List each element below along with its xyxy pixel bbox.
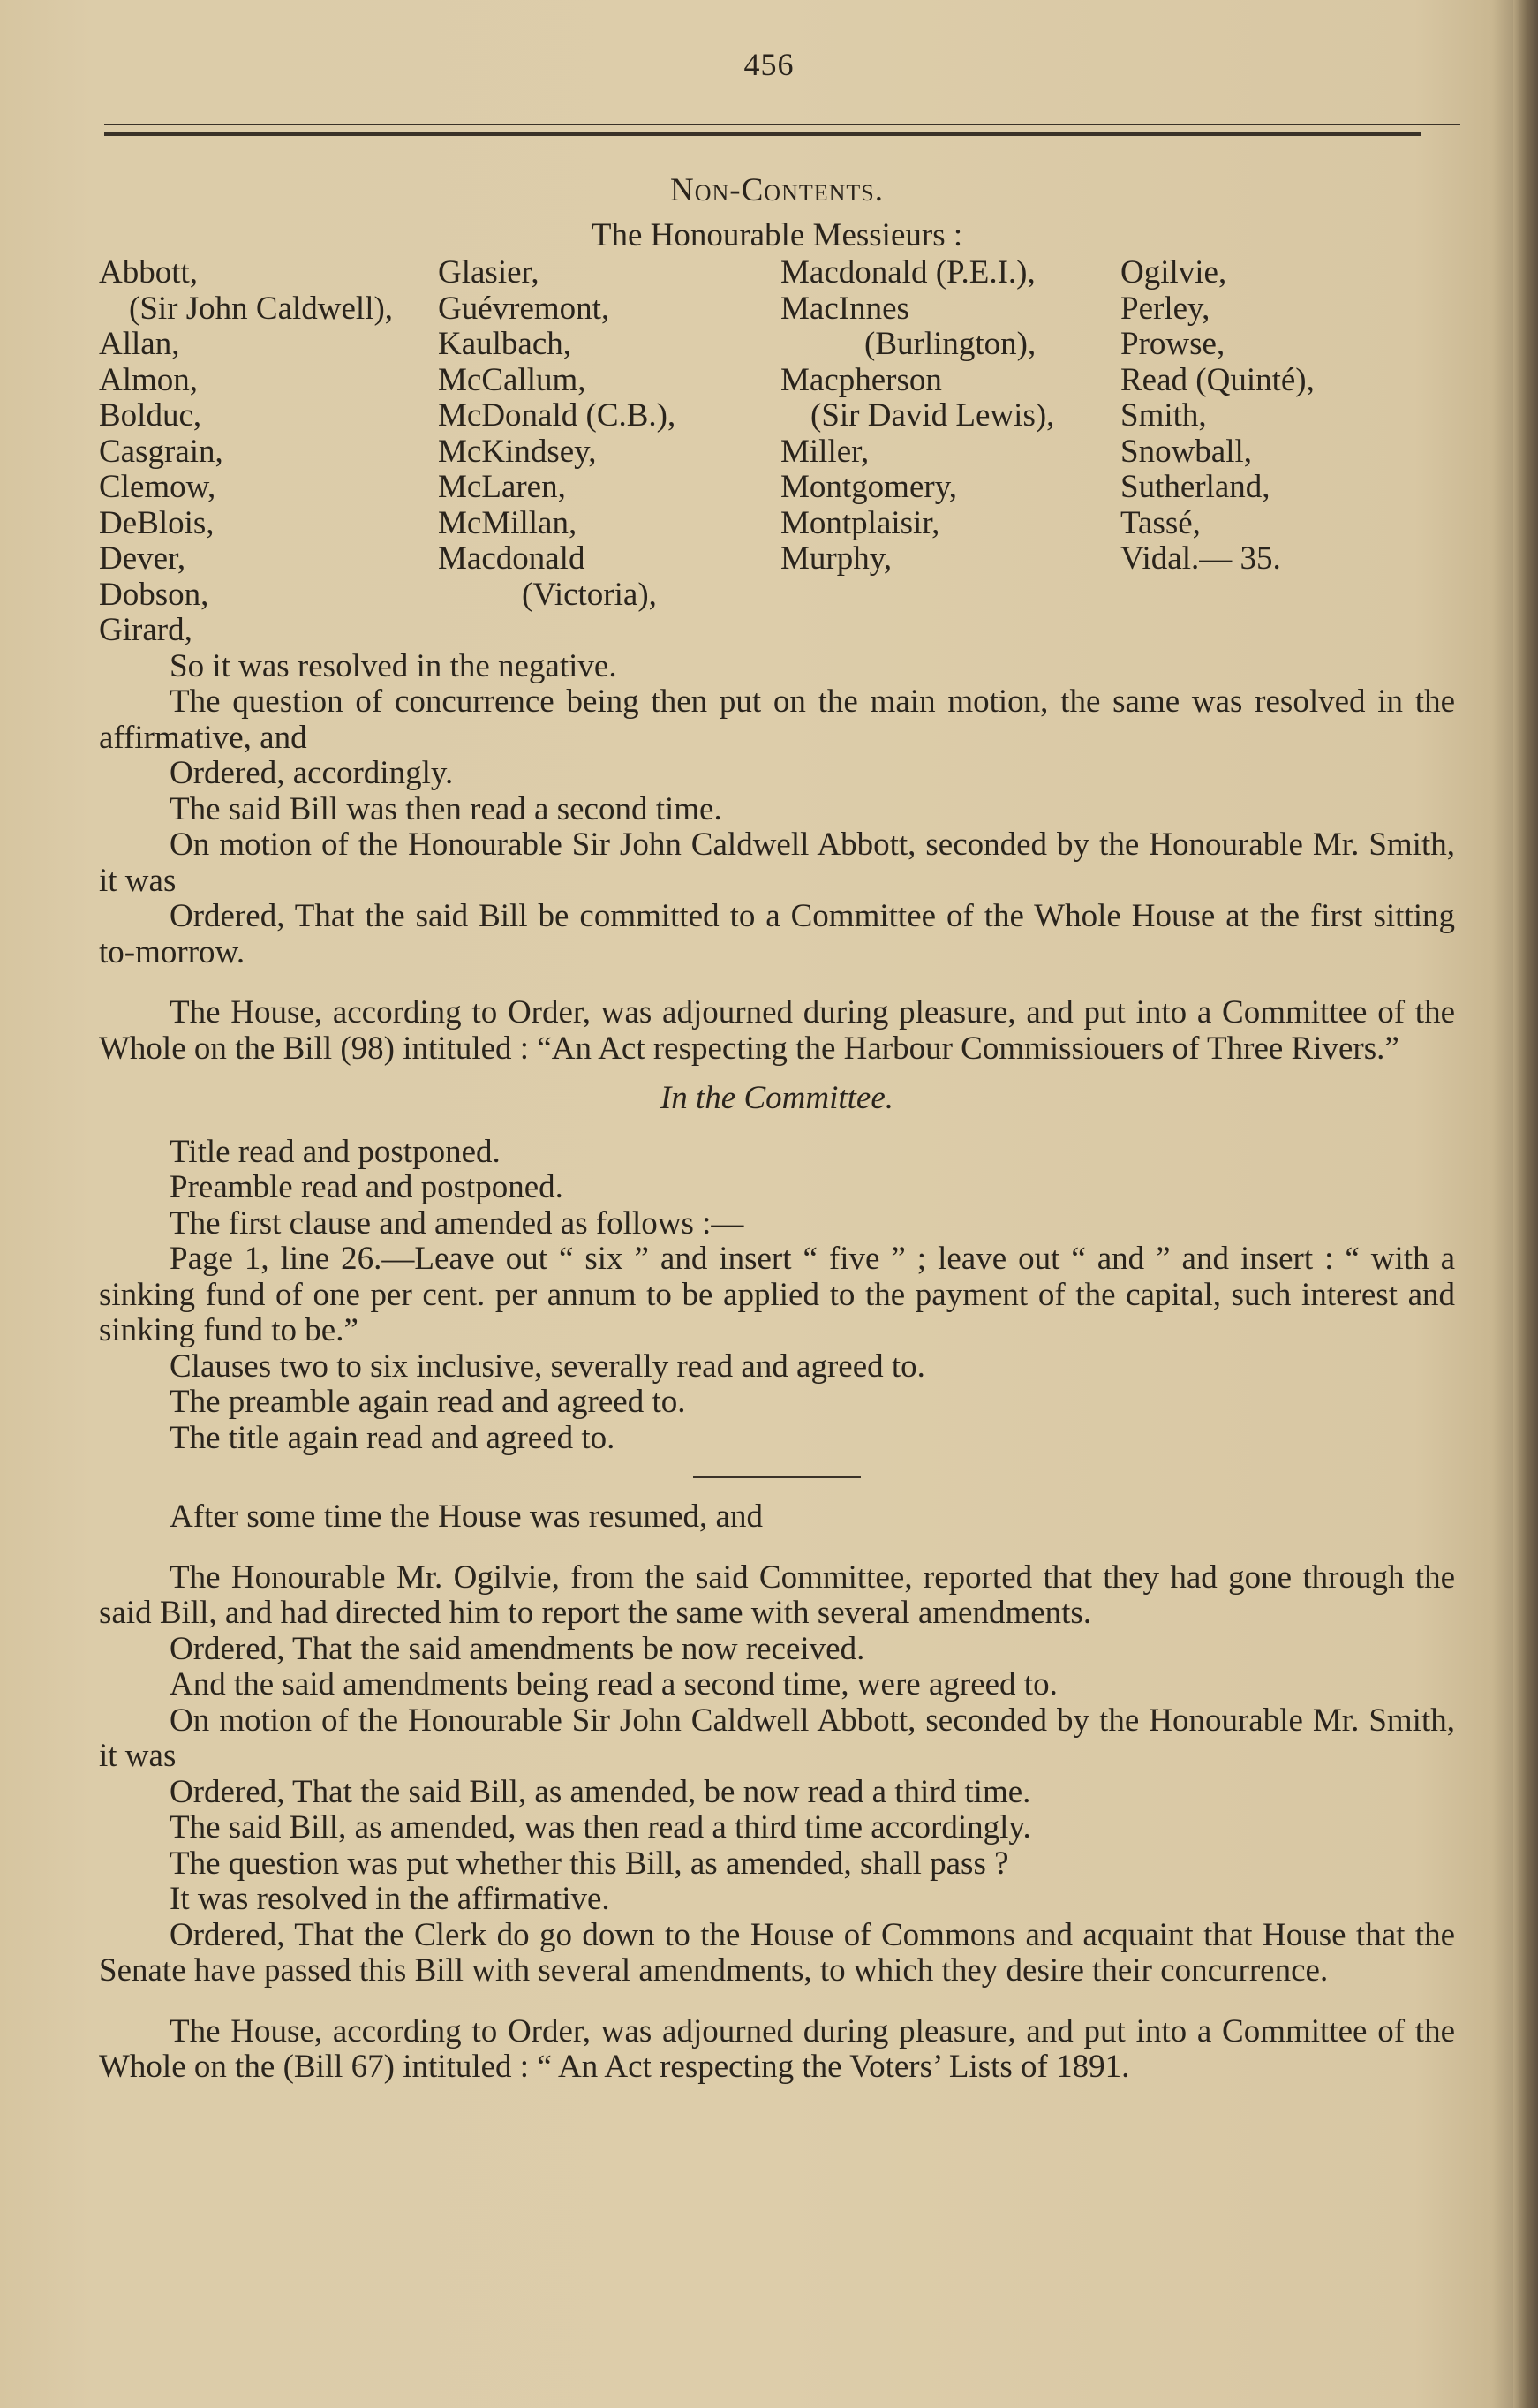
- name-entry: McLaren,: [438, 469, 566, 505]
- names-column-2: [438, 255, 780, 649]
- name-entry: Abbott,: [99, 254, 199, 291]
- names-column-4: [1120, 255, 1455, 649]
- committee-paragraph: Preamble read and postponed.: [170, 1169, 563, 1205]
- paragraph: Ordered, That the Clerk do go down to the House of Commons and acquaint that House that the Senate have passed this Bill with several amendments, to which they desire their concurrence.: [99, 1916, 1455, 1989]
- page-edge-shadow: [1513, 0, 1538, 2408]
- name-entry: Ogilvie,: [1120, 254, 1227, 291]
- paragraph: Ordered, That the said amendments be now received.: [170, 1630, 865, 1667]
- name-entry: (Burlington),: [864, 326, 1037, 362]
- committee-paragraph: The first clause and amended as follows :—: [170, 1204, 744, 1242]
- committee-heading: In the Committee.: [660, 1080, 894, 1116]
- committee-paragraph: Clauses two to six inclusive, severally read and agreed to.: [170, 1347, 925, 1385]
- paragraph: The said Bill was then read a second time.: [170, 790, 722, 827]
- name-entry: Prowse,: [1120, 326, 1225, 362]
- paragraph: The question was put whether this Bill, as amended, shall pass ?: [170, 1845, 1009, 1882]
- name-entry: Girard,: [99, 612, 192, 648]
- paragraph: It was resolved in the affirmative.: [170, 1881, 610, 1917]
- name-entry: Guévremont,: [438, 290, 610, 327]
- name-entry: Dever,: [99, 540, 186, 577]
- name-entry: (Victoria),: [522, 576, 657, 613]
- paragraph: Ordered, accordingly.: [170, 755, 454, 791]
- name-entry: Macdonald: [438, 540, 585, 577]
- paragraph: After some time the House was resumed, and: [170, 1498, 763, 1535]
- adjournment-paragraph: The House, according to Order, was adjourned during pleasure, and put into a Committee of the Whole on the Bill (98) intituled : “An Act respecting the Harbour Commissiouers of Three Rivers.”: [99, 994, 1455, 1067]
- paragraph: Ordered, That the said Bill be committed to a Committee of the Whole House at the first sitting to-morrow.: [99, 898, 1455, 970]
- paragraph: On motion of the Honourable Sir John Caldwell Abbott, seconded by the Honourable Mr. Smith, it was: [99, 1702, 1455, 1774]
- name-entry: Almon,: [99, 361, 199, 398]
- name-entry: Glasier,: [438, 254, 539, 291]
- paragraph: On motion of the Honourable Sir John Caldwell Abbott, seconded by the Honourable Mr. Smith, it was: [99, 827, 1455, 899]
- name-entry: Tassé,: [1120, 504, 1201, 541]
- paragraph: Ordered, That the said Bill, as amended, be now read a third time.: [170, 1773, 1031, 1810]
- paragraph: The said Bill, as amended, was then read a third time accordingly.: [170, 1809, 1031, 1846]
- name-entry: DeBlois,: [99, 504, 215, 541]
- committee-paragraph: The title again read and agreed to.: [170, 1419, 615, 1456]
- header-rule-thin: [104, 124, 1460, 125]
- name-entry: Dobson,: [99, 576, 209, 613]
- names-column-1: [99, 255, 438, 649]
- name-entry: Montgomery,: [780, 469, 958, 505]
- page-content: [99, 173, 1455, 2086]
- name-entry: Montplaisir,: [780, 504, 940, 541]
- name-entry: Macdonald (P.E.I.),: [780, 254, 1036, 291]
- name-entry: Miller,: [780, 433, 870, 470]
- name-entry: McDonald (C.B.),: [438, 397, 676, 434]
- paragraph: And the said amendments being read a second time, were agreed to.: [170, 1666, 1058, 1702]
- paragraph: The question of concurrence being then put on the main motion, the same was resolved in the affirmative, and: [99, 683, 1455, 756]
- name-entry: (Sir John Caldwell),: [129, 290, 394, 327]
- name-entry: Kaulbach,: [438, 326, 572, 362]
- name-entry: McCallum,: [438, 361, 586, 398]
- name-entry: Perley,: [1120, 290, 1210, 327]
- header-rule-thick: [104, 132, 1421, 136]
- name-entry: Murphy,: [780, 540, 893, 577]
- name-entry: McKindsey,: [438, 433, 597, 470]
- names-column-3: [780, 255, 1120, 649]
- committee-paragraph: Page 1, line 26.—Leave out “ six ” and insert “ five ” ; leave out “ and ” and insert : “ with a sinking fund of one per cent. per annum to be applied to the payment of the capital, such interest and sinking fund to be.”: [99, 1241, 1455, 1348]
- section-title: Non-Contents.: [670, 172, 884, 208]
- name-entry: McMillan,: [438, 504, 577, 541]
- paragraph: The Honourable Mr. Ogilvie, from the said Committee, reported that they had gone through the said Bill, and had directed him to report the same with several amendments.: [99, 1559, 1455, 1631]
- name-entry: (Sir David Lewis),: [810, 397, 1055, 434]
- name-entry: Macpherson: [780, 361, 942, 398]
- name-entry: Sutherland,: [1120, 469, 1270, 505]
- name-entry: Vidal.— 35.: [1120, 540, 1281, 577]
- name-entry: Bolduc,: [99, 397, 202, 434]
- page-number: 456: [743, 47, 795, 82]
- name-entry: Casgrain,: [99, 433, 223, 470]
- name-entry: Snowball,: [1120, 433, 1253, 470]
- section-divider: [693, 1476, 861, 1478]
- name-entry: Allan,: [99, 326, 180, 362]
- honourable-line: The Honourable Messieurs :: [591, 216, 963, 253]
- name-entry: Read (Quinté),: [1120, 361, 1315, 398]
- paragraph: So it was resolved in the negative.: [170, 647, 617, 684]
- names-list: [99, 255, 1455, 649]
- committee-paragraph: Title read and postponed.: [170, 1133, 501, 1170]
- adjournment-paragraph: The House, according to Order, was adjourned during pleasure, and put into a Committee of the Whole on the (Bill 67) intituled : “ An Act respecting the Voters’ Lists of 1891.: [99, 2012, 1455, 2085]
- committee-paragraph: The preamble again read and agreed to.: [170, 1384, 686, 1420]
- name-entry: Smith,: [1120, 397, 1207, 434]
- name-entry: MacInnes: [780, 290, 909, 327]
- name-entry: Clemow,: [99, 469, 216, 505]
